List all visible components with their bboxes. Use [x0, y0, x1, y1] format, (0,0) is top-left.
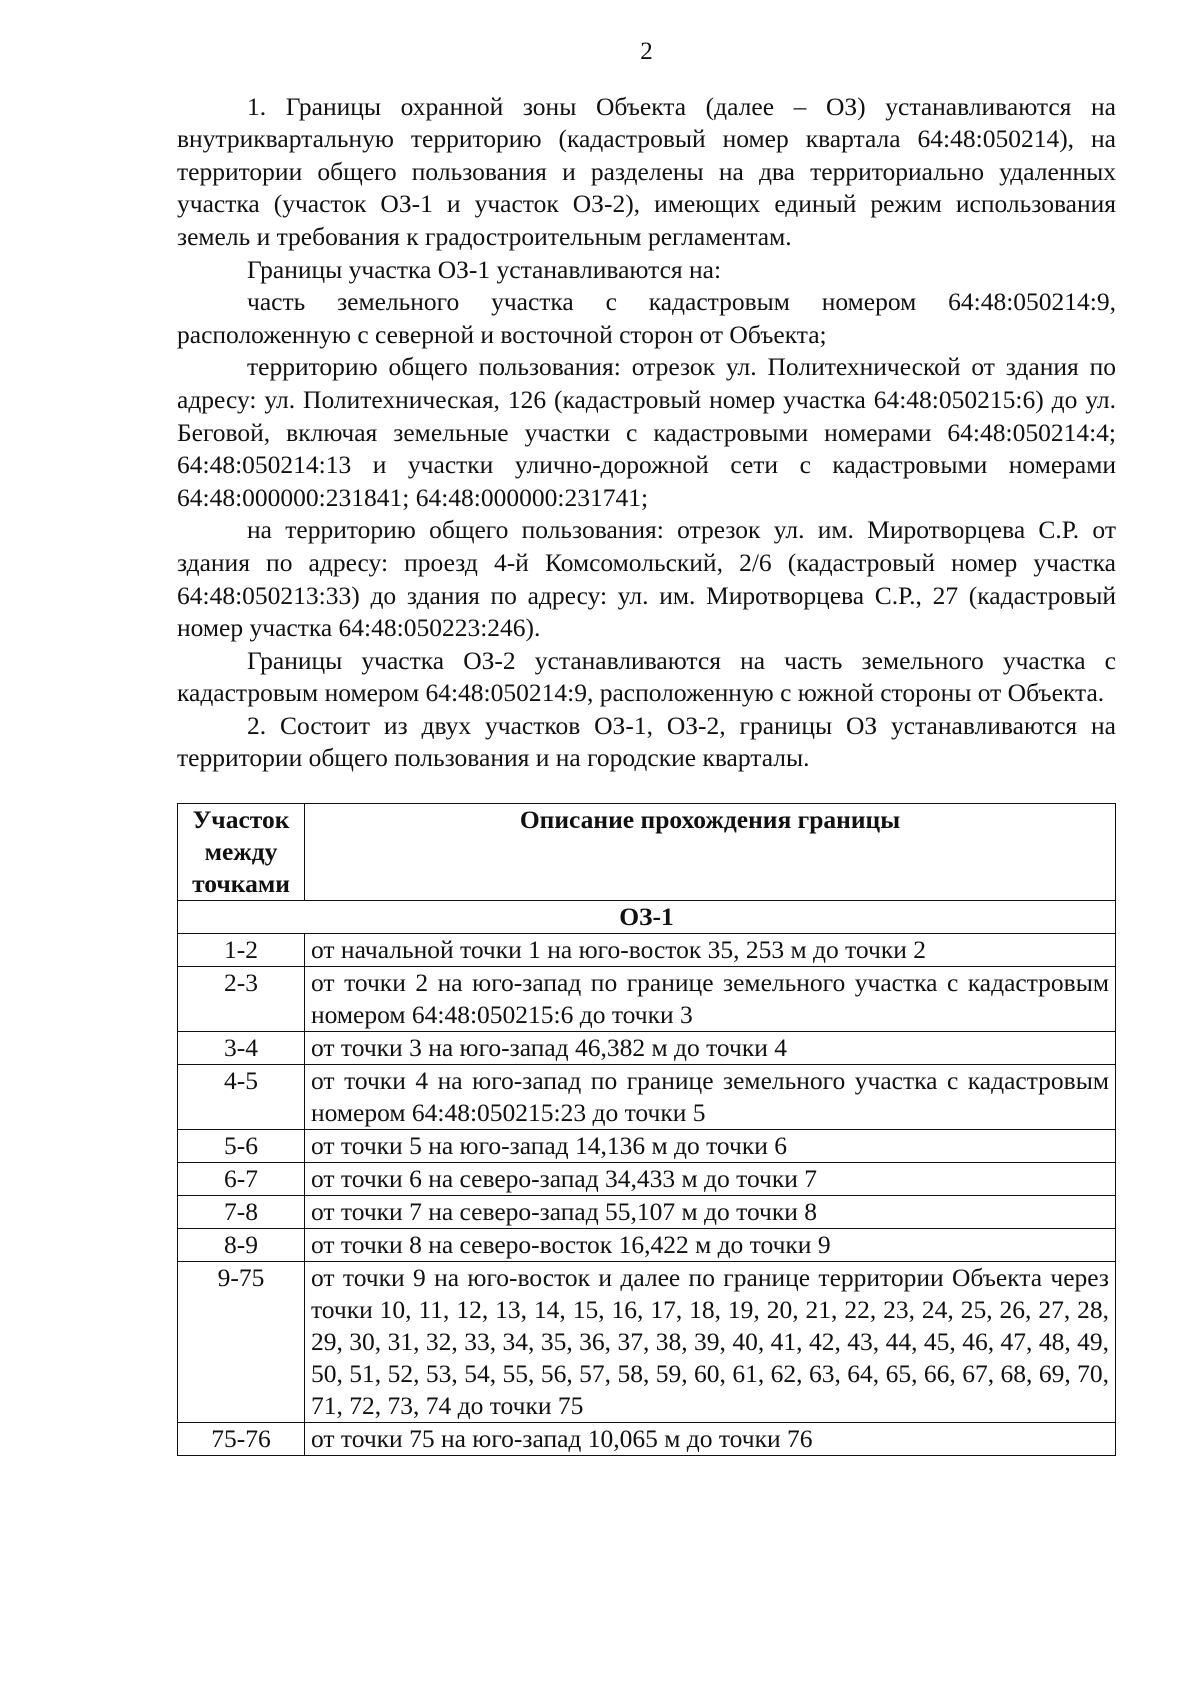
- row-segment: 4-5: [178, 1065, 305, 1130]
- row-segment: 75-76: [178, 1423, 305, 1456]
- table-row: [178, 1423, 1116, 1456]
- table-row: [178, 1065, 1116, 1130]
- table-row: [178, 1229, 1116, 1262]
- row-description: от точки 75 на юго-запад 10,065 м до точки 76: [305, 1423, 1116, 1456]
- paragraph-1: 1. Границы охранной зоны Объекта (далее – ОЗ) устанавливаются на внутриквартальную территорию (кадастровый номер квартала 64:48:050214), на территории общего пользования и разделены на два территориально удаленных участка (участок ОЗ-1 и участок ОЗ-2), имеющих единый режим использования земель и требования к градостроительным регламентам.: [177, 91, 1116, 251]
- row-description: от точки 2 на юго-запад по границе земельного участка с кадастровым номером 64:48:050215:6 до точки 3: [305, 967, 1116, 1032]
- row-segment: 1-2: [178, 934, 305, 967]
- page-number: 2: [640, 38, 653, 65]
- table-row: [178, 1163, 1116, 1196]
- row-description: от точки 6 на северо-запад 34,433 м до точки 7: [305, 1163, 1116, 1196]
- row-segment: 9-75: [178, 1262, 305, 1423]
- table-row: [178, 1196, 1116, 1229]
- table-header-row: [178, 804, 1116, 901]
- row-description: от точки 4 на юго-запад по границе земельного участка с кадастровым номером 64:48:050215:23 до точки 5: [305, 1065, 1116, 1130]
- section-title: ОЗ-1: [178, 901, 1116, 934]
- row-segment: 6-7: [178, 1163, 305, 1196]
- table-row: [178, 1130, 1116, 1163]
- row-segment: 3-4: [178, 1032, 305, 1065]
- paragraph-5: на территорию общего пользования: отрезок ул. им. Миротворцева С.Р. от здания по адресу: проезд 4-й Комсомольский, 2/6 (кадастровый номер участка 64:48:050213:33) до здания по адресу: ул. им. Миротворцева С.Р., 27 (кадастровый номер участка 64:48:050223:246).: [177, 515, 1116, 643]
- section-row: [178, 901, 1116, 934]
- table-row: [178, 1262, 1116, 1423]
- table-row: [178, 934, 1116, 967]
- row-description: от точки 8 на северо-восток 16,422 м до точки 9: [305, 1229, 1116, 1262]
- boundary-table: [177, 803, 1116, 1456]
- row-description: от точки 5 на юго-запад 14,136 м до точки 6: [305, 1130, 1116, 1163]
- row-segment: 2-3: [178, 967, 305, 1032]
- paragraph-2: Границы участка ОЗ-1 устанавливаются на:: [247, 254, 722, 284]
- row-segment: 7-8: [178, 1196, 305, 1229]
- row-segment: 5-6: [178, 1130, 305, 1163]
- header-segment: Участок между точками: [178, 804, 305, 901]
- table-row: [178, 967, 1116, 1032]
- table-row: [178, 1032, 1116, 1065]
- paragraph-3: часть земельного участка с кадастровым номером 64:48:050214:9, расположенную с северной и восточной сторон от Объекта;: [177, 287, 1116, 349]
- row-description: от точки 9 на юго-восток и далее по границе территории Объекта через точки 10, 11, 12, 13, 14, 15, 16, 17, 18, 19, 20, 21, 22, 23, 24, 25, 26, 27, 28, 29, 30, 31, 32, 33, 34, 35, 36, 37, 38, 39, 40, 41, 42, 43, 44, 45, 46, 47, 48, 49, 50, 51, 52, 53, 54, 55, 56, 57, 58, 59, 60, 61, 62, 63, 64, 65, 66, 67, 68, 69, 70, 71, 72, 73, 74 до точки 75: [305, 1262, 1116, 1423]
- paragraph-7: 2. Состоит из двух участков ОЗ-1, ОЗ-2, границы ОЗ устанавливаются на территории общего пользования и на городские кварталы.: [177, 710, 1116, 773]
- row-description: от точки 3 на юго-запад 46,382 м до точки 4: [305, 1032, 1116, 1065]
- row-description: от точки 7 на северо-запад 55,107 м до точки 8: [305, 1196, 1116, 1229]
- paragraph-4: территорию общего пользования: отрезок ул. Политехнической от здания по адресу: ул. Политехническая, 126 (кадастровый номер участка 64:48:050215:6) до ул. Беговой, включая земельные участки с кадастровыми номерами 64:48:050214:4; 64:48:050214:13 и участки улично-дорожной сети с кадастровыми номерами 64:48:000000:231841; 64:48:000000:231741;: [177, 352, 1116, 512]
- paragraph-6: Границы участка ОЗ-2 устанавливаются на часть земельного участка с кадастровым номером 64:48:050214:9, расположенную с южной стороны от Объекта.: [177, 645, 1116, 708]
- header-description: Описание прохождения границы: [305, 804, 1116, 901]
- row-segment: 8-9: [178, 1229, 305, 1262]
- row-description: от начальной точки 1 на юго-восток 35, 253 м до точки 2: [305, 934, 1116, 967]
